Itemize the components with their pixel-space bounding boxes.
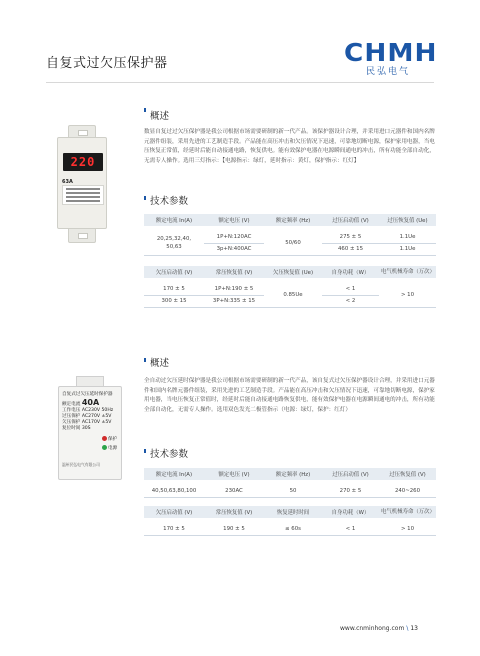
table-cell: > 10 [379,523,436,535]
heading-accent [144,108,146,112]
protect-led-icon [102,436,107,441]
col-header: 欠压启动值 (V) [144,266,204,278]
table-cell: 50 [264,485,322,497]
table-cell: 3p+N:400AC [204,243,264,255]
heading-accent [144,358,146,362]
power-led-icon [102,445,107,450]
brand-logo [344,40,436,77]
col-header: 欠压恢复值 (Ue) [264,266,322,278]
device-label [62,392,118,432]
col-header: 常压恢复值 (V) [204,506,264,518]
col-header: 额定电压 (V) [204,468,264,480]
table-cell: 460 ± 15 [322,243,379,255]
col-header: 过压恢复值 (V) [379,468,436,480]
heading-accent [144,449,146,453]
spec-table-1a [144,214,436,256]
footer-url[interactable]: www.cnminhong.com [340,625,405,632]
col-header: 过压恢复值 (Ue) [379,214,436,226]
table-cell: 40,50,63,80,100 [144,485,204,497]
device-rating-name: 额定电流 [62,402,81,407]
device-label-title: 自复式过欠压延时保护器 [62,392,113,397]
device-body [57,137,107,229]
col-header: 电气机械寿命（万次） [379,506,436,518]
spec-label-panel [62,185,104,205]
col-header: 额定电流 In(A) [144,468,204,480]
device-spec-line: 欠压保护 AC170V ±5V [62,420,112,425]
col-header: 欠压启动值 (V) [144,506,204,518]
device-maker: 温州民弘电气有限公司 [62,462,100,467]
col-header: 额定频率 (Hz) [264,468,322,480]
table-cell: 0.85Ue [264,283,322,307]
din-clip-top [68,125,96,137]
table-cell: 275 ± 5 [322,231,379,243]
table-cell: 300 ± 15 [144,295,204,307]
logo-mark: CHMH [344,38,438,67]
table-cell: 20,25,32,40, 50,63 [144,231,204,255]
col-header: 常压恢复值 (V) [204,266,264,278]
col-header: 过压启动值 (V) [322,214,379,226]
col-header: 过压启动值 (V) [322,468,379,480]
spec-table-1b [144,266,436,308]
overview-heading-2: 概述 [150,358,170,369]
device-indicators [102,436,117,451]
col-header: 自身功耗（W） [322,266,379,278]
table-cell: 50/60 [264,231,322,255]
table-cell: > 10 [379,283,436,307]
title-divider [46,82,434,83]
protect-label: 保护 [108,437,118,442]
col-header: 恢复延时时间 [264,506,322,518]
table-cell: 170 ± 5 [144,283,204,295]
page-title: 自复式过欠压保护器 [46,56,168,71]
logo-subtitle: 民弘电气 [366,67,411,77]
page-footer [340,625,418,632]
voltage-display: 220 [63,153,103,171]
footer-separator: \ [406,625,409,632]
device-rating: 40A [81,398,100,407]
indicator-leds [65,143,101,149]
device-spec-line: 工作电压 AC230V 50Hz [62,408,114,413]
spec-table-2b [144,506,436,536]
product2-image [58,376,122,480]
power-label: 电源 [108,446,118,451]
spec-heading-2: 技术参数 [150,449,189,460]
table-cell: 1.1Ue [379,231,436,243]
table-cell: 3P+N:335 ± 15 [204,295,264,307]
device-rating: 63A [62,179,73,185]
col-header: 自身功耗（W） [322,506,379,518]
table-cell: < 1 [322,283,379,295]
table-cell: 230AC [204,485,264,497]
overview-text-2: 全自动过欠压延时保护器是我公司根据市场需要研制的新一代产品，该自复式过欠压保护器设计合理，并采用进口元器件和国内名牌元器件组装，采用先进的工艺制造手段。产品能在高压冲击和欠压情况下迅速，可靠地切断电源，保护家用电器，当电压恢复正常值时，经延时后能自动接通电路恢复供电，能有效保护电器在电源瞬间通电的冲击，所有功能全部自动化，无需专人操作。选用双色发光二极管指示（电源：绿灯，保护：红灯） [144,378,435,413]
page-number: 13 [410,625,418,632]
spec-heading-1: 技术参数 [150,196,189,207]
col-header: 额定电压 (V) [204,214,264,226]
table-cell: 170 ± 5 [144,523,204,535]
col-header: 电气机械寿命（万次） [379,266,436,278]
product1-image [57,125,107,245]
table-cell: < 2 [322,295,379,307]
heading-accent [144,196,146,200]
din-clip-bottom [68,229,96,243]
col-header: 额定电流 In(A) [144,214,204,226]
table-cell: 240~260 [379,485,436,497]
table-cell: 1P+N:190 ± 5 [204,283,264,295]
table-cell: 1.1Ue [379,243,436,255]
table-cell: 190 ± 5 [204,523,264,535]
table-cell: < 1 [322,523,379,535]
table-cell: ≤ 60s [264,523,322,535]
device-spec-line: 过压保护 AC270V ±5V [62,414,112,419]
table-cell: 1P+N:120AC [204,231,264,243]
overview-heading-1: 概述 [150,111,170,122]
overview-text-1: 数显自复过过欠压保护器是我公司根据市场需要研制的新一代产品。该保护器设计合理，并采用进口元器件和国内名牌元器件组装，采用先进的工艺制造手段。产品能在高压冲击和欠压情况下迅速，可靠地切断电源，保护家用电器，当电压恢复正常值，经延时后能自动接通电路，恢复供电。能有效保护电器在电源瞬间通电的冲击，所有功能全部自动化，无需专人操作。选用三灯指示：【电源指示：绿灯，延时指示：黄灯，保护指示：红灯】 [144,129,435,164]
device-spec-line: 复位时间 30S [62,426,91,431]
col-header: 额定频率 (Hz) [264,214,322,226]
table-cell: 270 ± 5 [322,485,379,497]
spec-table-2a [144,468,436,498]
